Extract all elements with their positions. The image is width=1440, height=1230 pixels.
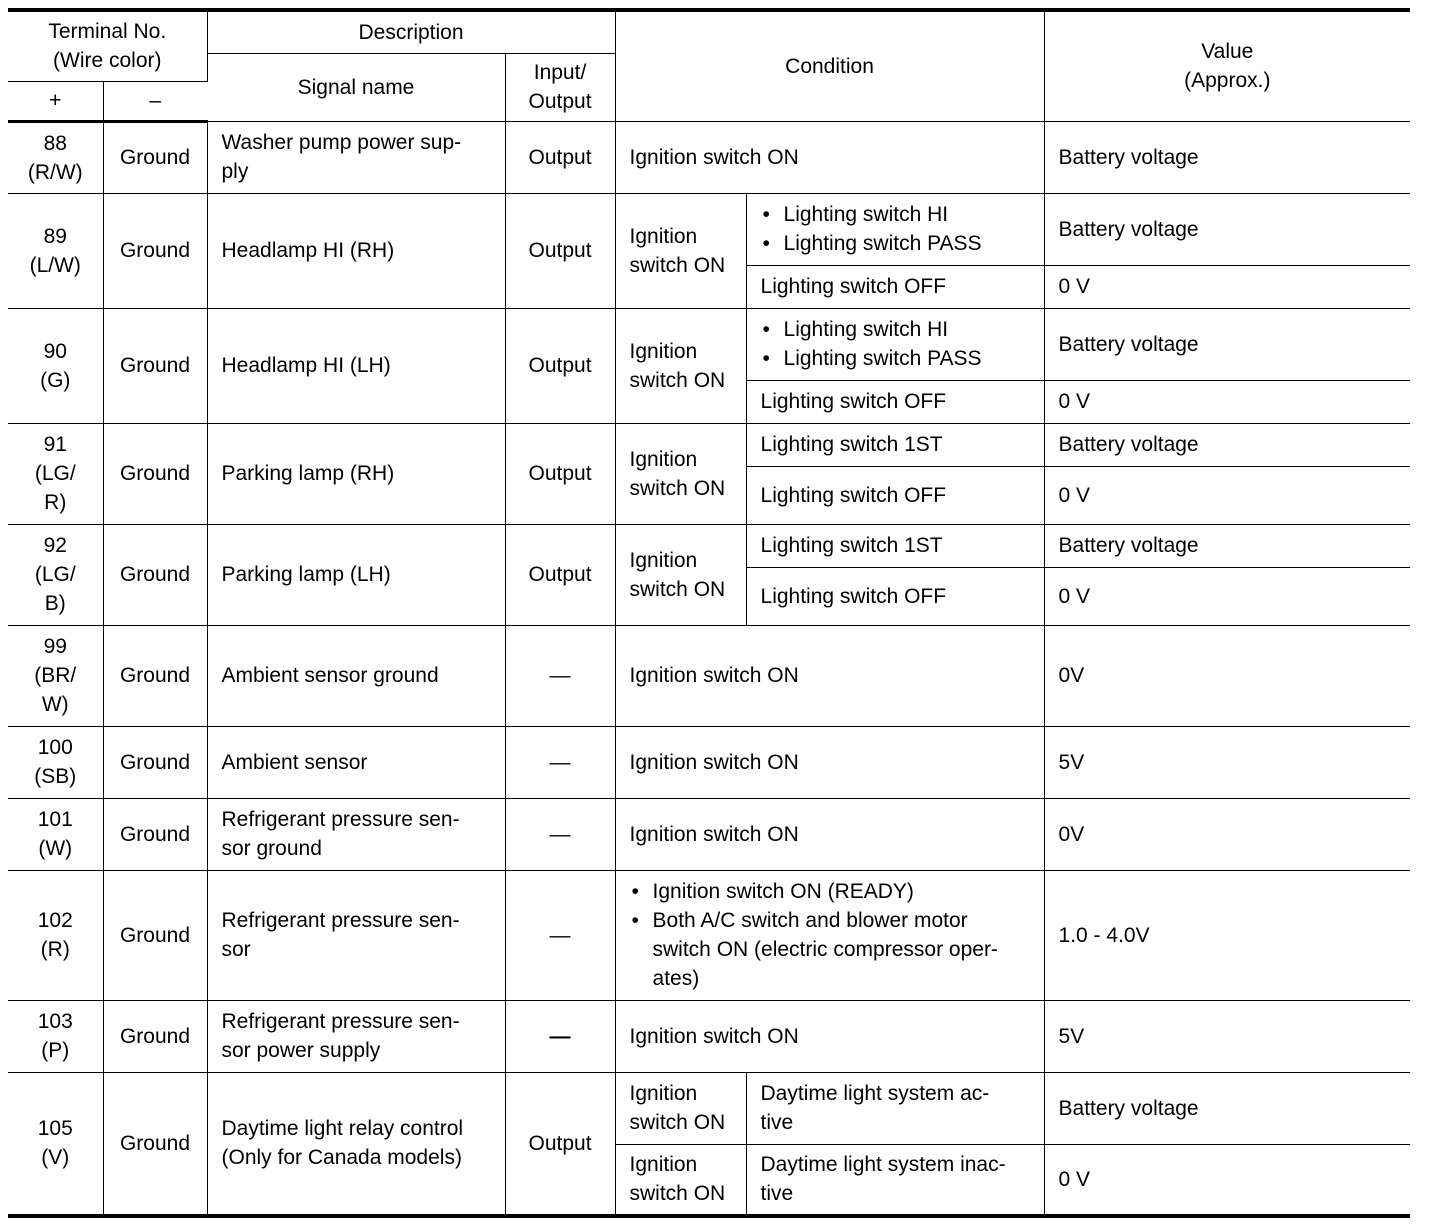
terminal-cell <box>8 625 103 726</box>
io-cell: Output <box>505 524 615 625</box>
value-cell: 0 V <box>1044 567 1410 625</box>
condition-line: switch ON (electric compressor oper- <box>652 938 998 961</box>
io-cell: — <box>505 1000 615 1072</box>
header-input: Input/ <box>533 61 587 84</box>
signal-cell: Headlamp HI (LH) <box>207 308 505 423</box>
condition-line: Ignition <box>629 224 698 248</box>
condition-bullet: • Ignition switch ON (READY) <box>630 877 1030 906</box>
terminal-number: 103 <box>37 1010 73 1033</box>
table-row <box>8 870 1410 1000</box>
condition-line: tive <box>760 1111 794 1134</box>
condition-line: switch ON <box>629 1182 726 1206</box>
condition-line: switch ON <box>629 253 726 277</box>
wire-color: (BR/ <box>34 664 77 687</box>
value-cell: 0 V <box>1044 466 1410 524</box>
condition-main-cell <box>615 1072 746 1144</box>
value-cell: Battery voltage <box>1044 121 1410 193</box>
signal-line: sor power supply <box>221 1039 381 1062</box>
signal-cell: Headlamp HI (RH) <box>207 193 505 308</box>
terminal-number: 88 <box>43 131 67 155</box>
header-value <box>1044 10 1410 121</box>
signal-cell <box>207 1072 505 1216</box>
signal-line: sor <box>221 938 251 961</box>
io-cell: Output <box>505 121 615 193</box>
condition-sub-cell <box>746 1144 1044 1216</box>
signal-line: Refrigerant pressure sen- <box>221 808 460 831</box>
header-approx-label: (Approx.) <box>1184 69 1271 93</box>
io-cell: — <box>505 625 615 726</box>
wire-color: (LG/ <box>34 563 76 586</box>
terminal-number: 101 <box>37 808 73 831</box>
table-row <box>8 121 1410 193</box>
terminal-number: 99 <box>43 635 67 658</box>
value-cell: Battery voltage <box>1044 423 1410 466</box>
condition-bullet: • Lighting switch PASS <box>761 344 1030 373</box>
condition-bullets <box>761 200 1030 258</box>
value-cell: 0V <box>1044 798 1410 870</box>
signal-cell <box>207 798 505 870</box>
condition-line: Ignition <box>629 447 698 471</box>
condition-sub-cell <box>746 308 1044 380</box>
header-plus: + <box>8 81 103 121</box>
signal-line: sor ground <box>221 837 322 860</box>
table-row <box>8 625 1410 726</box>
terminal-cell <box>8 1000 103 1072</box>
table-row <box>8 726 1410 798</box>
ground-cell: Ground <box>103 870 207 1000</box>
wire-color: W) <box>41 693 69 716</box>
value-cell: Battery voltage <box>1044 193 1410 265</box>
value-cell: 5V <box>1044 1000 1410 1072</box>
ground-cell: Ground <box>103 625 207 726</box>
table-row <box>8 193 1410 265</box>
terminal-cell <box>8 423 103 524</box>
terminal-cell <box>8 121 103 193</box>
condition-line: Ignition <box>629 1082 698 1105</box>
table-row <box>8 308 1410 380</box>
condition-main-cell <box>615 1144 746 1216</box>
condition-main-cell <box>615 423 746 524</box>
signal-line: Refrigerant pressure sen- <box>221 909 460 932</box>
wire-color: (SB) <box>34 765 77 788</box>
ground-cell: Ground <box>103 423 207 524</box>
header-description: Description <box>207 10 615 53</box>
ground-cell: Ground <box>103 308 207 423</box>
value-cell: Battery voltage <box>1044 308 1410 380</box>
terminal-cell <box>8 870 103 1000</box>
header-terminal <box>8 10 207 81</box>
wire-color: (LG/ <box>34 462 76 485</box>
condition-sub-cell <box>746 193 1044 265</box>
table-row <box>8 524 1410 567</box>
table-row <box>8 1072 1410 1144</box>
signal-cell: Ambient sensor <box>207 726 505 798</box>
io-cell: — <box>505 798 615 870</box>
signal-line: ply <box>221 160 249 183</box>
condition-bullet: • Lighting switch HI <box>761 315 1030 344</box>
header-input-output <box>505 53 615 121</box>
signal-cell <box>207 1000 505 1072</box>
condition-cell: Ignition switch ON <box>615 1000 1044 1072</box>
signal-line: Refrigerant pressure sen- <box>221 1010 460 1033</box>
terminal-cell <box>8 524 103 625</box>
wire-color: (W) <box>38 837 73 860</box>
condition-line: switch ON <box>629 577 726 601</box>
signal-line: Daytime light relay control <box>221 1117 464 1141</box>
ground-cell: Ground <box>103 1000 207 1072</box>
signal-cell: Ambient sensor ground <box>207 625 505 726</box>
terminal-spec-table <box>8 8 1410 1218</box>
condition-line: switch ON <box>629 1111 726 1134</box>
condition-line: switch ON <box>629 476 726 500</box>
wire-color: (L/W) <box>29 253 81 277</box>
condition-sub-cell: Lighting switch OFF <box>746 380 1044 423</box>
terminal-cell <box>8 726 103 798</box>
condition-main-cell <box>615 308 746 423</box>
value-cell: 5V <box>1044 726 1410 798</box>
header-output: Output <box>528 90 592 113</box>
ground-cell: Ground <box>103 1072 207 1216</box>
signal-cell <box>207 121 505 193</box>
value-cell: Battery voltage <box>1044 1072 1410 1144</box>
terminal-number: 92 <box>43 534 67 557</box>
wire-color: (G) <box>40 368 71 392</box>
terminal-number: 105 <box>37 1117 73 1141</box>
header-signal-name: Signal name <box>207 53 505 121</box>
signal-line: (Only for Canada models) <box>221 1146 462 1170</box>
value-cell: Battery voltage <box>1044 524 1410 567</box>
header-minus: – <box>103 81 207 121</box>
condition-sub-cell <box>746 1072 1044 1144</box>
terminal-number: 91 <box>43 433 67 456</box>
wire-color: R) <box>44 491 67 514</box>
io-cell: Output <box>505 193 615 308</box>
condition-cell <box>615 870 1044 1000</box>
value-cell: 0V <box>1044 625 1410 726</box>
condition-line: Ignition <box>629 548 698 572</box>
table-row <box>8 423 1410 466</box>
table-row <box>8 1000 1410 1072</box>
condition-line: tive <box>760 1182 794 1206</box>
condition-sub-cell: Lighting switch OFF <box>746 567 1044 625</box>
value-cell: 0 V <box>1044 265 1410 308</box>
wire-color: B) <box>44 592 66 615</box>
value-cell: 1.0 - 4.0V <box>1044 870 1410 1000</box>
signal-line: Washer pump power sup- <box>221 131 462 154</box>
ground-cell: Ground <box>103 726 207 798</box>
terminal-cell <box>8 193 103 308</box>
terminal-cell <box>8 308 103 423</box>
value-cell: 0 V <box>1044 1144 1410 1216</box>
io-cell: Output <box>505 308 615 423</box>
condition-bullet: • Lighting switch PASS <box>761 229 1030 258</box>
condition-sub-cell: Lighting switch OFF <box>746 265 1044 308</box>
wire-color: (V) <box>41 1146 70 1170</box>
condition-sub-cell: Lighting switch 1ST <box>746 524 1044 567</box>
condition-line: Daytime light system ac- <box>760 1082 990 1105</box>
condition-cell: Ignition switch ON <box>615 726 1044 798</box>
condition-bullet: • Lighting switch HI <box>761 200 1030 229</box>
header-terminal-no: Terminal No. <box>48 20 167 44</box>
condition-sub-cell: Lighting switch OFF <box>746 466 1044 524</box>
value-cell: 0 V <box>1044 380 1410 423</box>
condition-sub-cell: Lighting switch 1ST <box>746 423 1044 466</box>
terminal-number: 90 <box>43 339 67 363</box>
header-condition: Condition <box>615 10 1044 121</box>
ground-cell: Ground <box>103 121 207 193</box>
condition-bullets <box>761 315 1030 373</box>
signal-cell: Parking lamp (RH) <box>207 423 505 524</box>
condition-line: Daytime light system inac- <box>760 1153 1006 1177</box>
io-cell: — <box>505 726 615 798</box>
condition-cell: Ignition switch ON <box>615 625 1044 726</box>
condition-bullet <box>630 906 1030 993</box>
io-cell: Output <box>505 423 615 524</box>
condition-cell: Ignition switch ON <box>615 121 1044 193</box>
wire-color: (R/W) <box>27 160 83 184</box>
signal-cell: Parking lamp (LH) <box>207 524 505 625</box>
header-value-label: Value <box>1201 40 1254 64</box>
terminal-cell <box>8 1072 103 1216</box>
condition-bullets <box>630 877 1030 993</box>
condition-cell: Ignition switch ON <box>615 798 1044 870</box>
terminal-number: 102 <box>37 909 73 932</box>
table-row <box>8 798 1410 870</box>
header-wire-color: (Wire color) <box>53 49 162 73</box>
condition-line: switch ON <box>629 368 726 392</box>
wire-color: (P) <box>41 1039 70 1062</box>
io-cell: — <box>505 870 615 1000</box>
condition-line: Ignition <box>629 1153 698 1177</box>
condition-line: Ignition <box>629 339 698 363</box>
io-cell: Output <box>505 1072 615 1216</box>
condition-main-cell <box>615 193 746 308</box>
terminal-number: 89 <box>43 224 67 248</box>
ground-cell: Ground <box>103 524 207 625</box>
condition-line: • Both A/C switch and blower motor <box>652 909 968 932</box>
terminal-cell <box>8 798 103 870</box>
signal-cell <box>207 870 505 1000</box>
condition-main-cell <box>615 524 746 625</box>
ground-cell: Ground <box>103 193 207 308</box>
wire-color: (R) <box>40 938 70 961</box>
ground-cell: Ground <box>103 798 207 870</box>
condition-line: ates) <box>652 967 700 990</box>
terminal-number: 100 <box>37 736 73 759</box>
